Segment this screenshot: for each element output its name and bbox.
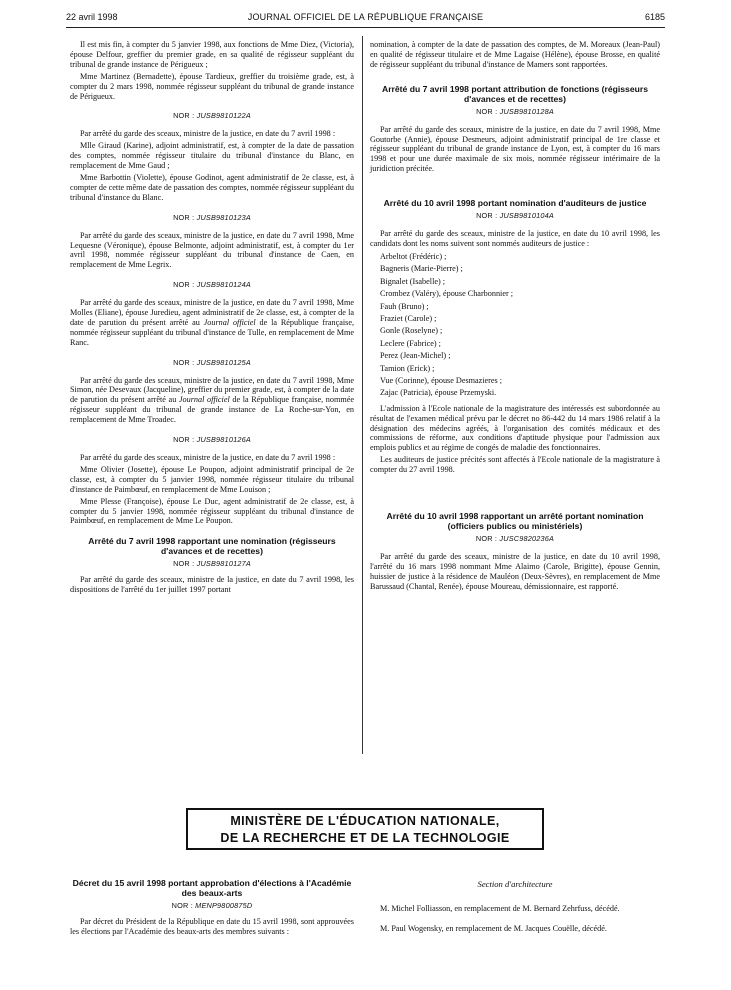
- paragraph: Par arrêté du garde des sceaux, ministre de la justice, en date du 7 avril 1998, Mme Goutorbe (Annie), épouse Desmeurs, adjoint administratif principal de 1re classe et régisseur suppléant du tribunal de grande instance de Lyon, est, à compter du 16 mars 1998 et pour une durée maximale de six mois, nommée régisseur intérimaire de la juridiction précitée.: [370, 124, 660, 174]
- paragraph: Il est mis fin, à compter du 5 janvier 1998, aux fonctions de Mme Diez, (Victoria), épouse Delfour, greffier du premier grade, en sa qualité de régisseur suppléant du tribunal de grande instance de Périgueux ;: [70, 40, 354, 69]
- paragraph: Par décret du Président de la République en date du 15 avril 1998, sont approuvées les élections par l'Académie des beaux-arts des membres suivants :: [70, 916, 354, 936]
- paragraph: Mme Olivier (Josette), épouse Le Poupon, adjoint administratif principal de 2e classe, est, à compter du 5 janvier 1998, nommée régisseur titulaire du tribunal d'instance de Paimbœuf, en remplacement de Mme Louison ;: [70, 464, 354, 494]
- list-item: Bagneris (Marie-Pierre) ;: [380, 264, 463, 274]
- paragraph: Les auditeurs de justice précités sont affectés à l'Ecole nationale de la magistrature à compter du 27 avril 1998.: [370, 455, 660, 475]
- paragraph: Par arrêté du garde des sceaux, ministre de la justice, en date du 10 avril 1998, l'arrêté du 16 mars 1998 nommant Mme Alaimo (Carole, Brigitte), épouse Gennin, huissier de justice à la résidence de Mauléon (Deux-Sèvres), en remplacement de Mme Barussaud (Chantal, Renée), épouse Moureau, démissionnaire, est rapporté.: [370, 552, 660, 591]
- paragraph: nomination, à compter de la date de passation des comptes, de M. Moreaux (Jean-Paul) en qualité de régisseur titulaire et de Mme Lagaise (Hélène), épouse Brosse, en qualité de régisseur suppléant du tribunal d'instance de Mamers sont rapportées.: [370, 40, 660, 69]
- nor-reference: NOR : JUSB9810125A: [173, 357, 251, 367]
- ministry-heading-box: [186, 808, 544, 850]
- paragraph: M. Michel Folliasson, en remplacement de M. Bernard Zehrfuss, décédé.: [380, 903, 620, 913]
- decree-title: Arrêté du 10 avril 1998 portant nomination d'auditeurs de justice: [383, 198, 647, 209]
- nor-reference: NOR : JUSB9810122A: [173, 111, 251, 121]
- list-item: Bignalet (Isabelle) ;: [380, 276, 446, 286]
- bottom-left-column: [70, 878, 354, 939]
- left-column: [70, 40, 354, 597]
- paragraph: Par arrêté du garde des sceaux, ministre de la justice, en date du 7 avril 1998 :: [80, 129, 336, 139]
- list-item: Leclere (Fabrice) ;: [380, 338, 441, 348]
- paragraph: Par arrêté du garde des sceaux, ministre de la justice, en date du 7 avril 1998, Mme Molles (Eliane), épouse Juredieu, agent administratif de 2e classe, est, à compter de la date de parution du présent arrêté au Journal officiel de la République française, nommée régisseur suppléant du tribunal d'instance de Tulle, en remplacement de Mme Ranc.: [70, 298, 354, 347]
- right-column: [370, 40, 660, 594]
- list-item: Vue (Corinne), épouse Desmazieres ;: [380, 375, 503, 385]
- ministry-heading-line: DE LA RECHERCHE ET DE LA TECHNOLOGIE: [220, 831, 510, 845]
- section-heading: Section d'architecture: [477, 879, 553, 889]
- paragraph: Mlle Giraud (Karine), adjoint administratif, est, à compter de la date de passation des comptes, nommée régisseur titulaire du tribunal d'instance du Blanc, en remplacement de Mme Gaud ;: [70, 141, 354, 171]
- header-rule: [66, 27, 665, 28]
- nor-reference: NOR : JUSB9810128A: [476, 106, 554, 116]
- nor-reference: NOR : JUSB9810104A: [476, 211, 554, 221]
- column-divider: [362, 36, 363, 754]
- list-item: Fauh (Bruno) ;: [380, 301, 429, 311]
- paragraph: Par arrêté du garde des sceaux, ministre de la justice, en date du 7 avril 1998 :: [80, 453, 336, 462]
- list-item: Fraziet (Carole) ;: [380, 313, 437, 323]
- list-item: Zajac (Patricia), épouse Przemyski.: [380, 388, 497, 398]
- list-item: Arbeltot (Frédéric) ;: [380, 251, 447, 261]
- paragraph: Par arrêté du garde des sceaux, ministre de la justice, en date du 10 avril 1998, les candidats dont les noms suivent sont nommés auditeurs de justice :: [370, 229, 660, 248]
- paragraph: Par arrêté du garde des sceaux, ministre de la justice, en date du 7 avril 1998, Mme Simon, née Desevaux (Jacqueline), greffier du premier grade, est, à compter de la date de parution du présent arrêté au Journal officiel de la République française, nommée régisseur suppléant du tribunal de grande instance de La Roche-sur-Yon, en remplacement de Mme Troadec.: [70, 375, 354, 425]
- page-header: [66, 12, 665, 28]
- decree-title: Arrêté du 10 avril 1998 rapportant un arrêté portant nomination (officiers publics ou ministériels): [386, 511, 644, 532]
- nor-reference: NOR : JUSB9810127A: [173, 559, 251, 569]
- auditor-name-list: [370, 251, 660, 400]
- header-page-number: 6185: [644, 12, 665, 22]
- nor-reference: NOR : JUSB9810126A: [173, 435, 251, 445]
- paragraph: Par arrêté du garde des sceaux, ministre de la justice, en date du 7 avril 1998, les dispositions de l'arrêté du 1er juillet 1997 portant: [70, 575, 354, 595]
- nor-reference: NOR : JUSC9820236A: [475, 534, 555, 544]
- nor-reference: NOR : MENP9800875D: [171, 901, 253, 910]
- list-item: Perez (Jean-Michel) ;: [380, 351, 451, 361]
- paragraph: L'admission à l'Ecole nationale de la magistrature des intéressés est subordonnée au résultat de l'examen médical prévu par le décret no 86-442 du 14 mars 1986 relatif à la désignation des médecins agréés, à l'organisation des comités médicaux et des commissions de réforme, aux conditions d'aptitude physique pour l'admission aux emplois publics et au régime de congés de maladie des fonctionnaires.: [370, 403, 660, 453]
- paragraph: Par arrêté du garde des sceaux, ministre de la justice, en date du 7 avril 1998, Mme Lequesne (Véronique), épouse Belmonte, adjoint administratif, est, à compter du 1er avril 1998, nommée régisseur suppléant du tribunal d'instance de Caen, en remplacement de Mme Legrix.: [70, 230, 354, 270]
- header-journal-title: JOURNAL OFFICIEL DE LA RÉPUBLIQUE FRANÇAISE: [247, 12, 484, 22]
- list-item: Crombez (Valéry), épouse Charbonnier ;: [380, 289, 514, 299]
- decree-title: Décret du 15 avril 1998 portant approbation d'élections à l'Académie des beaux-arts: [72, 878, 352, 898]
- ministry-heading-line: MINISTÈRE DE L'ÉDUCATION NATIONALE,: [230, 814, 500, 828]
- list-item: Tamion (Erick) ;: [380, 363, 435, 373]
- paragraph: Mme Barbottin (Violette), épouse Godinot, agent administratif de 2e classe, est, à compter de cette même date de passation des comptes, nommée régisseur suppléant du tribunal d'instance du Blanc.: [70, 172, 354, 202]
- bottom-right-column: [370, 878, 660, 944]
- decree-title: Arrêté du 7 avril 1998 portant attribution de fonctions (régisseurs d'avances et de recettes): [382, 83, 648, 104]
- decree-title: Arrêté du 7 avril 1998 rapportant une nomination (régisseurs d'avances et de recettes): [88, 536, 336, 557]
- paragraph: Mme Martinez (Bernadette), épouse Tardieux, greffier du troisième grade, est, à compter du 2 mars 1998, nommée régisseur suppléant du tribunal de grande instance de Périgueux.: [70, 71, 354, 101]
- header-date: 22 avril 1998: [66, 12, 118, 22]
- paragraph: M. Paul Wogensky, en remplacement de M. Jacques Couëlle, décédé.: [380, 923, 607, 933]
- paragraph: Mme Plesse (Françoise), épouse Le Duc, agent administratif de 2e classe, est, à compter du 5 janvier 1998, nommée régisseur suppléant du tribunal d'instance de Paimbœuf, en remplacement de Mme Le Poupon.: [70, 496, 354, 526]
- nor-reference: NOR : JUSB9810124A: [173, 280, 251, 290]
- nor-reference: NOR : JUSB9810123A: [173, 212, 251, 222]
- list-item: Gonle (Roselyne) ;: [380, 326, 443, 336]
